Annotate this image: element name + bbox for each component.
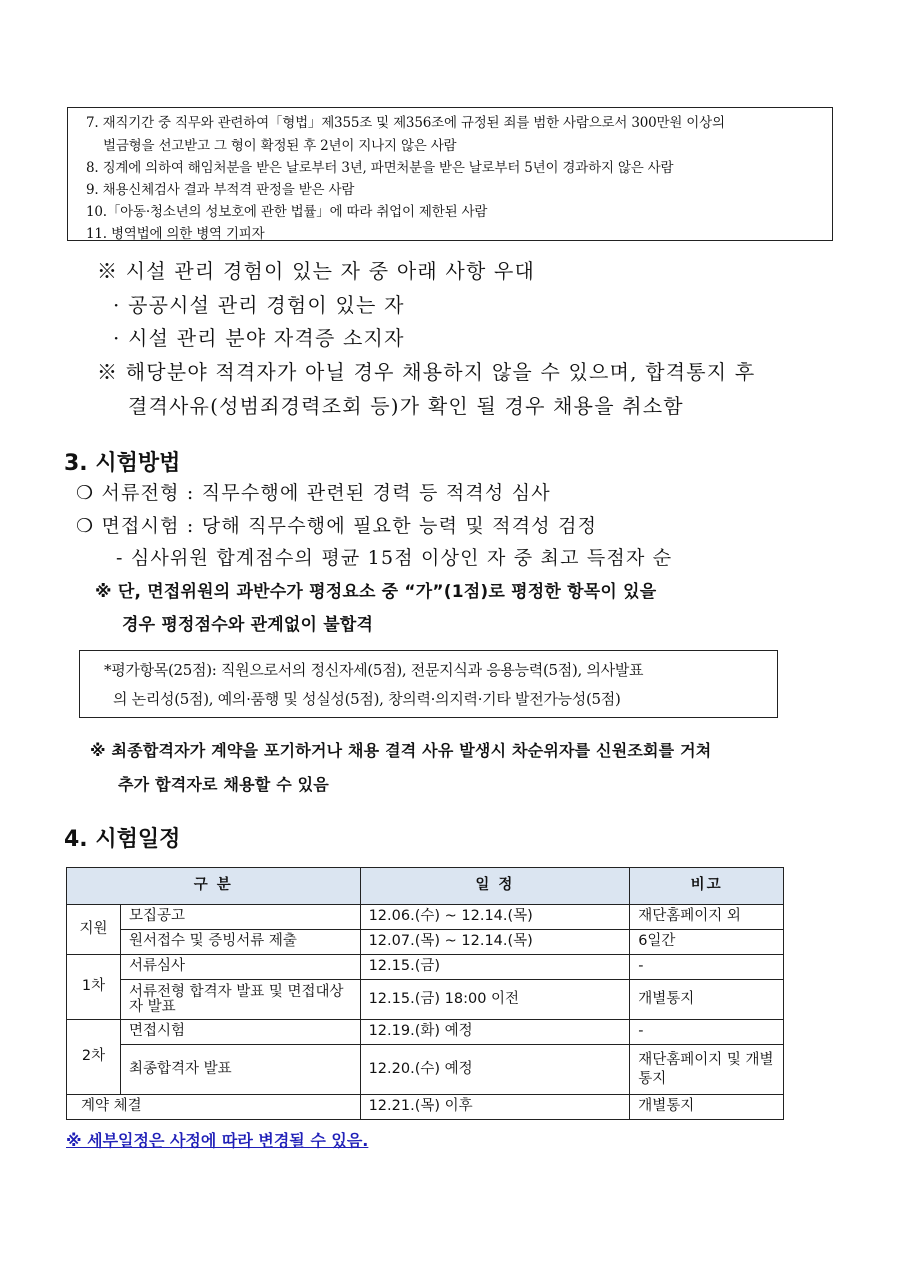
preference-item-1: · 공공시설 관리 경험이 있는 자 [113,293,405,317]
row-date: 12.21.(목) 이후 [360,1095,630,1120]
row-item: 서류전형 합격자 발표 및 면접대상자 발표 [120,980,360,1020]
row-item: 계약 체결 [67,1095,361,1120]
group-apply: 지원 [67,905,121,955]
table-row [67,1020,784,1045]
extra-hire-line1: ※ 최종합격자가 계약을 포기하거나 채용 결격 사유 발생시 차순위자를 신원조회를 거쳐 [90,741,712,760]
disqualification-item-7-cont: 벌금형을 선고받고 그 형이 확정된 후 2년이 지나지 않은 사람 [103,138,457,154]
row-item: 모집공고 [120,905,360,930]
table-row [67,905,784,930]
column-header-category: 구 분 [67,868,361,905]
section4-heading: 4. 시험일정 [64,827,181,852]
row-note: 재단홈페이지 외 [630,905,784,930]
schedule-table [66,867,784,1120]
extra-hire-line2: 추가 합격자로 채용할 수 있음 [118,775,329,794]
row-item: 원서접수 및 증빙서류 제출 [120,930,360,955]
schedule-footnote: ※ 세부일정은 사정에 따라 변경될 수 있음. [66,1131,369,1150]
interview-sub-line: - 심사위원 합계점수의 평균 15점 이상인 자 중 최고 득점자 순 [116,547,673,569]
table-header-row [67,868,784,905]
evaluation-line1: *평가항목(25점): 직원으로서의 정신자세(5점), 전문지식과 응용능력(5점), 의사발표 [104,661,644,679]
preference-note-line2: 결격사유(성범죄경력조회 등)가 확인 될 경우 채용을 취소함 [128,394,684,418]
disqualification-item-7: 7. 재직기간 중 직무와 관련하여「형법」제355조 및 제356조에 규정된 죄를 범한 사람으로서 300만원 이상의 [86,115,725,131]
row-date: 12.07.(목) ~ 12.14.(목) [360,930,630,955]
row-date: 12.15.(금) [360,955,630,980]
group-first: 1차 [67,955,121,1020]
preference-item-2: · 시설 관리 분야 자격증 소지자 [113,326,405,350]
interview-line: ❍ 면접시험 : 당해 직무수행에 필요한 능력 및 적격성 검정 [76,515,598,537]
disqualification-item-11: 11. 병역법에 의한 병역 기피자 [86,226,265,242]
table-row [67,955,784,980]
evaluation-line2: 의 논리성(5점), 예의·품행 및 성실성(5점), 창의력·의지력·기타 발전가능성(5점) [113,690,621,708]
row-item: 면접시험 [120,1020,360,1045]
disqualification-item-8: 8. 징계에 의하여 해임처분을 받은 날로부터 3년, 파면처분을 받은 날로부터 5년이 경과하지 않은 사람 [86,160,674,176]
doc-screen-line: ❍ 서류전형 : 직무수행에 관련된 경력 등 적격성 심사 [76,482,551,504]
preference-title: ※ 시설 관리 경험이 있는 자 중 아래 사항 우대 [97,259,536,283]
disqualification-item-9: 9. 채용신체검사 결과 부적격 판정을 받은 사람 [86,182,355,198]
row-note: 6일간 [630,930,784,955]
row-date: 12.15.(금) 18:00 이전 [360,980,630,1020]
row-date: 12.06.(수) ~ 12.14.(목) [360,905,630,930]
group-second: 2차 [67,1020,121,1095]
row-note: 재단홈페이지 및 개별통지 [630,1045,784,1095]
column-header-note: 비고 [630,868,784,905]
row-note: 개별통지 [630,980,784,1020]
table-row [67,980,784,1020]
row-item: 최종합격자 발표 [120,1045,360,1095]
evaluation-box [79,650,778,718]
table-row [67,1045,784,1095]
table-row [67,1095,784,1120]
column-header-date: 일 정 [360,868,630,905]
disqualification-item-10: 10.「아동·청소년의 성보호에 관한 법률」에 따라 취업이 제한된 사람 [86,204,488,220]
row-note: - [630,955,784,980]
table-row [67,930,784,955]
disqualification-box [67,107,833,241]
row-note: - [630,1020,784,1045]
row-item: 서류심사 [120,955,360,980]
row-date: 12.19.(화) 예정 [360,1020,630,1045]
preference-note-line1: ※ 해당분야 적격자가 아닐 경우 채용하지 않을 수 있으며, 합격통지 후 [97,360,756,384]
section3-heading: 3. 시험방법 [64,451,181,476]
row-note: 개별통지 [630,1095,784,1120]
fail-warning-line1: ※ 단, 면접위원의 과반수가 평정요소 중 “가”(1점)로 평정한 항목이 있을 [95,582,657,602]
fail-warning-line2: 경우 평정점수와 관계없이 불합격 [122,615,374,635]
row-date: 12.20.(수) 예정 [360,1045,630,1095]
